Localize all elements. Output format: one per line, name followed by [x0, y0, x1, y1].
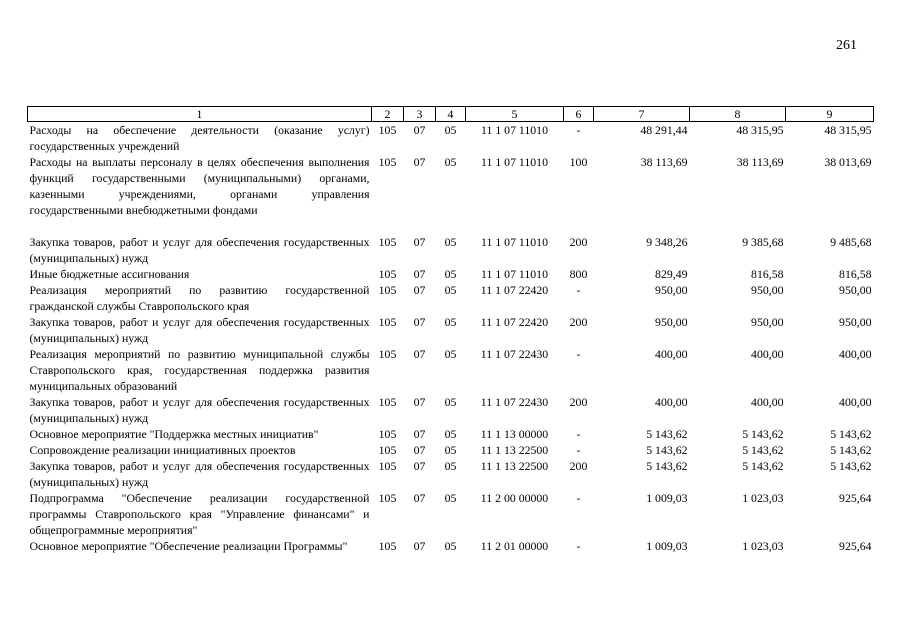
row-col-6: 200 — [569, 235, 588, 249]
row-col-5: 11 1 07 22430 — [480, 395, 549, 409]
row-col-7: 1 009,03 — [646, 539, 688, 553]
row-col-2: 105 — [378, 235, 397, 249]
row-col-7: 5 143,62 — [646, 443, 688, 457]
row-col-3: 07 — [413, 459, 426, 473]
table-row — [28, 538, 874, 554]
row-name: Закупка товаров, работ и услуг для обеспечения государственных (муниципальных) нужд — [29, 395, 370, 425]
row-name: Закупка товаров, работ и услуг для обеспечения государственных (муниципальных) нужд — [29, 459, 370, 489]
table-row — [28, 394, 874, 426]
header-row — [28, 107, 874, 122]
row-col-2: 105 — [378, 315, 397, 329]
table-row — [28, 154, 874, 234]
row-col-6: 800 — [569, 267, 588, 281]
row-col-9: 950,00 — [839, 315, 872, 329]
row-col-9: 925,64 — [839, 491, 872, 505]
row-col-9: 950,00 — [839, 283, 872, 297]
row-col-6: 200 — [569, 395, 588, 409]
row-col-4: 05 — [444, 283, 457, 297]
row-col-2: 105 — [378, 539, 397, 553]
row-col-5: 11 2 00 00000 — [480, 491, 549, 505]
row-col-4: 05 — [444, 235, 457, 249]
row-col-7: 400,00 — [655, 347, 688, 361]
row-col-6: - — [576, 443, 581, 457]
row-col-6: - — [576, 539, 581, 553]
row-col-7: 38 113,69 — [640, 155, 688, 169]
row-col-9: 38 013,69 — [824, 155, 872, 169]
row-col-7: 829,49 — [655, 267, 688, 281]
row-col-7: 400,00 — [655, 395, 688, 409]
row-col-8: 950,00 — [751, 315, 784, 329]
header-col-7: 7 — [594, 107, 690, 122]
row-name: Расходы на выплаты персоналу в целях обеспечения выполнения функций государственными (муниципальными) органами, казенными учреждениями, органами управления государственными внебюджетными фондами — [29, 155, 370, 217]
table-row — [28, 490, 874, 538]
row-col-8: 5 143,62 — [742, 443, 784, 457]
row-col-4: 05 — [444, 539, 457, 553]
row-col-3: 07 — [413, 155, 426, 169]
row-col-6: - — [576, 491, 581, 505]
row-name: Реализация мероприятий по развитию муниципальной службы Ставропольского края, государственная поддержка развития муниципальных образований — [29, 347, 370, 393]
row-col-4: 05 — [444, 459, 457, 473]
row-col-5: 11 1 07 22420 — [480, 315, 549, 329]
row-col-8: 1 023,03 — [742, 491, 784, 505]
row-col-4: 05 — [444, 347, 457, 361]
row-col-7: 1 009,03 — [646, 491, 688, 505]
table-row — [28, 346, 874, 394]
row-name: Расходы на обеспечение деятельности (оказание услуг) государственных учреждений — [29, 123, 370, 153]
row-col-3: 07 — [413, 283, 426, 297]
row-col-8: 1 023,03 — [742, 539, 784, 553]
header-col-5: 5 — [466, 107, 564, 122]
row-col-3: 07 — [413, 123, 426, 137]
row-name: Закупка товаров, работ и услуг для обеспечения государственных (муниципальных) нужд — [29, 315, 370, 345]
row-col-6: - — [576, 283, 581, 297]
row-col-7: 9 348,26 — [646, 235, 688, 249]
row-col-8: 400,00 — [751, 347, 784, 361]
row-name: Основное мероприятие "Поддержка местных инициатив" — [29, 427, 319, 441]
row-col-3: 07 — [413, 443, 426, 457]
row-col-5: 11 1 07 11010 — [481, 267, 548, 281]
table-row — [28, 122, 874, 155]
row-col-2: 105 — [378, 491, 397, 505]
header-col-3: 3 — [404, 107, 436, 122]
table-row — [28, 426, 874, 442]
row-col-4: 05 — [444, 123, 457, 137]
row-col-5: 11 1 07 11010 — [481, 123, 548, 137]
row-col-4: 05 — [444, 443, 457, 457]
row-col-8: 950,00 — [751, 283, 784, 297]
row-col-5: 11 1 13 00000 — [480, 427, 549, 441]
row-col-4: 05 — [444, 427, 457, 441]
table-row — [28, 442, 874, 458]
header-col-6: 6 — [564, 107, 594, 122]
row-col-3: 07 — [413, 347, 426, 361]
table-row — [28, 282, 874, 314]
row-col-8: 816,58 — [751, 267, 784, 281]
row-name: Закупка товаров, работ и услуг для обеспечения государственных (муниципальных) нужд — [29, 235, 370, 265]
row-col-2: 105 — [378, 155, 397, 169]
table-row — [28, 314, 874, 346]
row-col-3: 07 — [413, 235, 426, 249]
row-col-8: 38 113,69 — [736, 155, 784, 169]
row-col-5: 11 1 13 22500 — [480, 443, 549, 457]
table-row — [28, 458, 874, 490]
row-col-5: 11 1 13 22500 — [480, 459, 549, 473]
row-name: Основное мероприятие "Обеспечение реализации Программы" — [29, 539, 348, 553]
header-col-8: 8 — [690, 107, 786, 122]
row-col-9: 400,00 — [839, 395, 872, 409]
row-col-6: - — [576, 347, 581, 361]
budget-table — [27, 106, 874, 554]
header-col-2: 2 — [372, 107, 404, 122]
row-col-5: 11 1 07 11010 — [481, 155, 548, 169]
row-col-2: 105 — [378, 427, 397, 441]
row-col-5: 11 1 07 22420 — [480, 283, 549, 297]
row-col-7: 5 143,62 — [646, 459, 688, 473]
row-name: Иные бюджетные ассигнования — [29, 267, 190, 281]
row-col-4: 05 — [444, 155, 457, 169]
row-col-8: 48 315,95 — [736, 123, 784, 137]
row-col-2: 105 — [378, 267, 397, 281]
row-col-6: 100 — [569, 155, 588, 169]
row-col-5: 11 2 01 00000 — [480, 539, 549, 553]
row-col-2: 105 — [378, 347, 397, 361]
row-col-7: 48 291,44 — [640, 123, 688, 137]
row-col-9: 5 143,62 — [830, 459, 872, 473]
row-col-3: 07 — [413, 315, 426, 329]
row-col-8: 400,00 — [751, 395, 784, 409]
table-row — [28, 234, 874, 266]
row-col-2: 105 — [378, 283, 397, 297]
row-col-9: 400,00 — [839, 347, 872, 361]
page-number: 261 — [836, 38, 857, 53]
row-col-4: 05 — [444, 315, 457, 329]
row-col-7: 5 143,62 — [646, 427, 688, 441]
row-col-3: 07 — [413, 395, 426, 409]
header-col-1: 1 — [28, 107, 372, 122]
row-col-2: 105 — [378, 395, 397, 409]
row-col-7: 950,00 — [655, 315, 688, 329]
row-col-6: 200 — [569, 315, 588, 329]
row-col-9: 816,58 — [839, 267, 872, 281]
row-col-4: 05 — [444, 491, 457, 505]
row-col-6: - — [576, 123, 581, 137]
row-name: Подпрограмма "Обеспечение реализации государственной программы Ставропольского края "Управление финансами" и общепрограммные мероприятия" — [29, 491, 370, 537]
table-row — [28, 266, 874, 282]
row-col-6: 200 — [569, 459, 588, 473]
row-col-3: 07 — [413, 427, 426, 441]
row-col-6: - — [576, 427, 581, 441]
row-col-9: 925,64 — [839, 539, 872, 553]
row-col-9: 9 485,68 — [830, 235, 872, 249]
header-col-9: 9 — [786, 107, 874, 122]
row-col-8: 9 385,68 — [742, 235, 784, 249]
row-col-4: 05 — [444, 395, 457, 409]
row-col-9: 5 143,62 — [830, 427, 872, 441]
row-col-9: 48 315,95 — [824, 123, 872, 137]
row-col-7: 950,00 — [655, 283, 688, 297]
row-col-2: 105 — [378, 443, 397, 457]
row-name: Реализация мероприятий по развитию государственной гражданской службы Ставропольского края — [29, 283, 370, 313]
row-col-5: 11 1 07 11010 — [481, 235, 548, 249]
row-col-2: 105 — [378, 459, 397, 473]
header-col-4: 4 — [436, 107, 466, 122]
row-col-9: 5 143,62 — [830, 443, 872, 457]
row-col-3: 07 — [413, 539, 426, 553]
row-col-5: 11 1 07 22430 — [480, 347, 549, 361]
row-col-3: 07 — [413, 491, 426, 505]
row-col-4: 05 — [444, 267, 457, 281]
row-col-8: 5 143,62 — [742, 427, 784, 441]
row-name: Сопровождение реализации инициативных проектов — [29, 443, 296, 457]
row-col-3: 07 — [413, 267, 426, 281]
row-col-8: 5 143,62 — [742, 459, 784, 473]
row-col-2: 105 — [378, 123, 397, 137]
